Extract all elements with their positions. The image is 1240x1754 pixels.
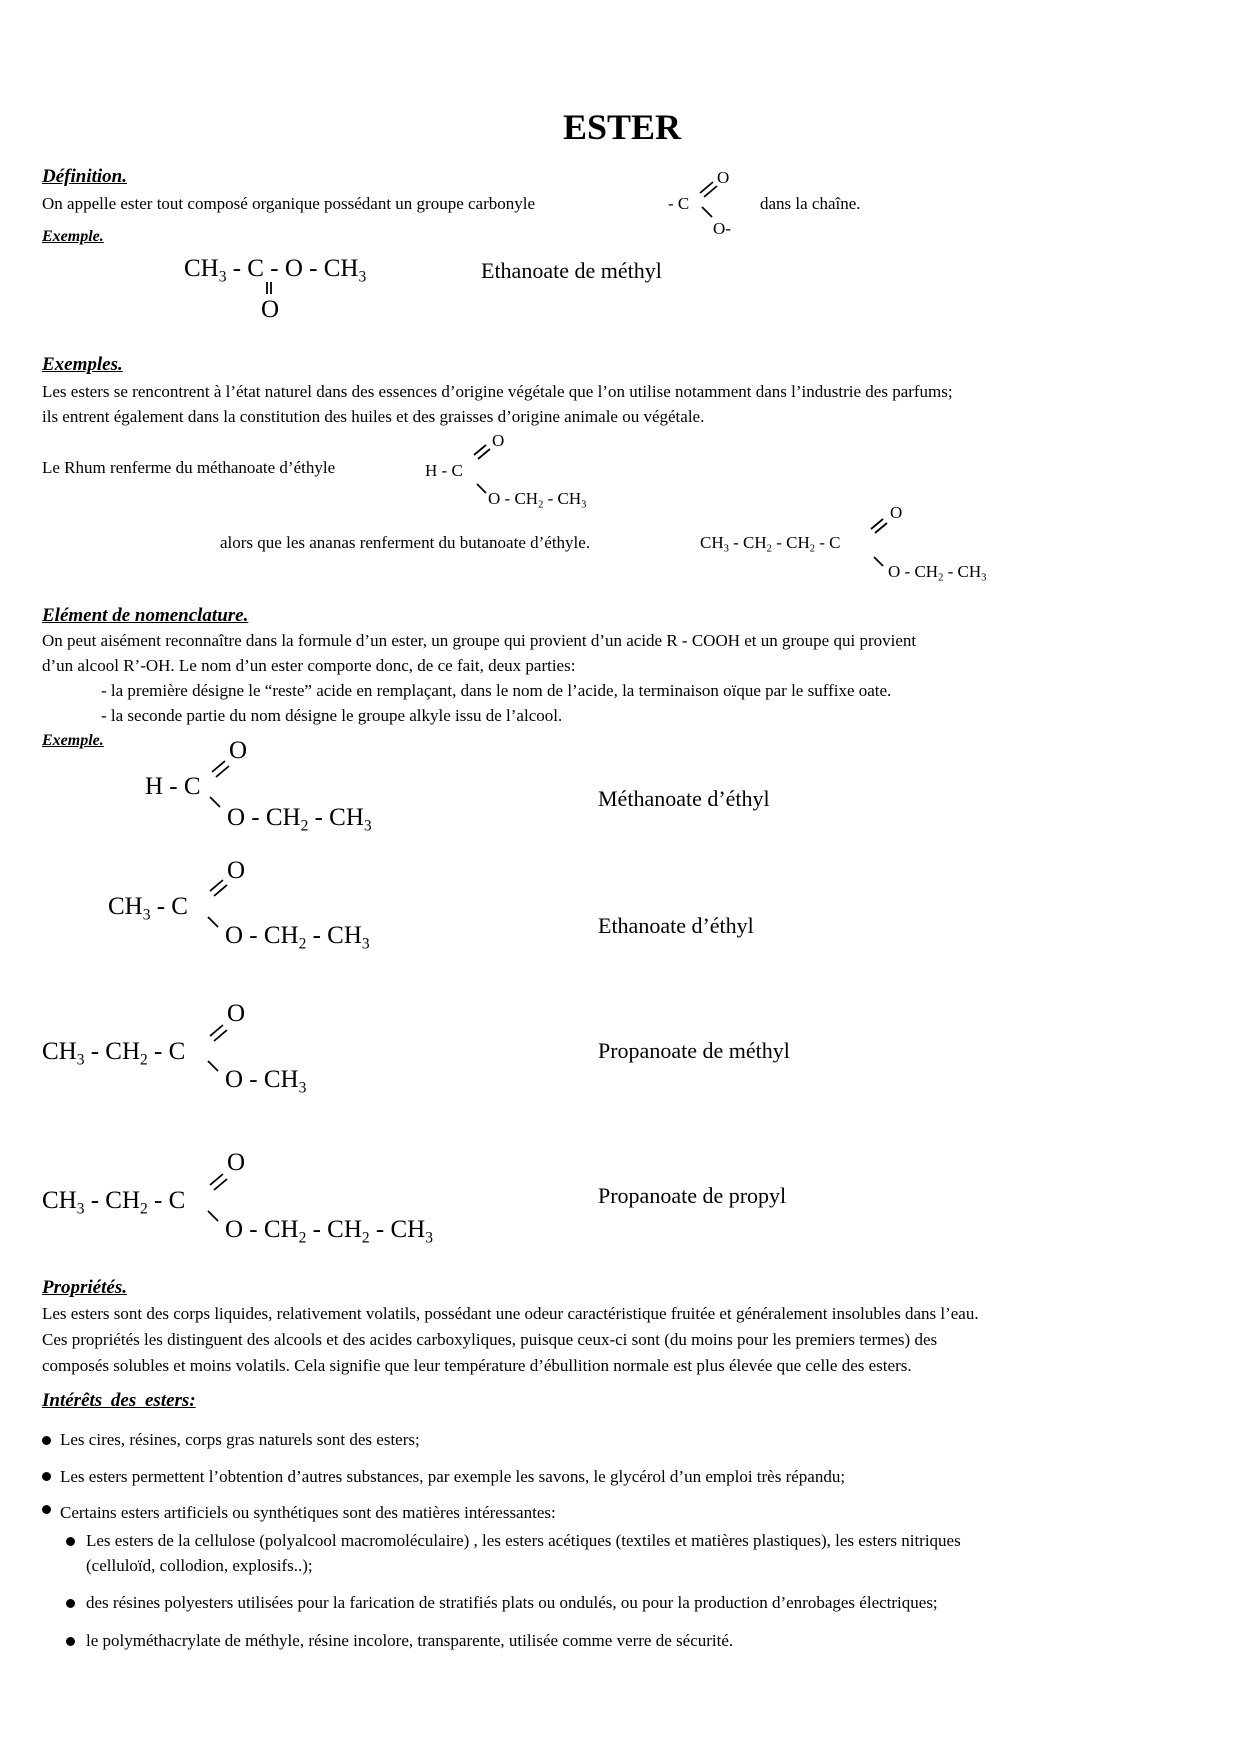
ananas-o: O bbox=[890, 503, 903, 522]
nomenclature-line4: - la seconde partie du nom désigne le groupe alkyle issu de l’alcool. bbox=[101, 706, 563, 725]
rhum-text: Le Rhum renferme du méthanoate d’éthyle bbox=[42, 458, 336, 477]
definition-heading: Définition. bbox=[42, 166, 127, 187]
definition-group-o-bottom: O- bbox=[713, 219, 731, 238]
page-title: ESTER bbox=[563, 107, 682, 147]
ester3-o-top: O bbox=[227, 1000, 246, 1027]
bullet-icon bbox=[66, 1637, 75, 1646]
interets-item-2: Les esters permettent l’obtention d’autres substances, par exemple les savons, le glycérol d’un emploi très répandu; bbox=[60, 1467, 846, 1486]
ester4-name: Propanoate de propyl bbox=[598, 1183, 787, 1208]
bullet-icon bbox=[42, 1505, 51, 1514]
bullet-icon bbox=[42, 1436, 51, 1445]
proprietes-line1: Les esters sont des corps liquides, relativement volatils, possédant une odeur caractéristique fruitée et généralement insolubles dans l’eau. bbox=[42, 1304, 979, 1323]
ester4-o-bottom: O - $CH_2 - CH_2 - CH_3$ bbox=[225, 1216, 433, 1247]
ester2-o-bottom: O - $CH_2 - CH_3$ bbox=[225, 922, 370, 953]
definition-group-o-top: O bbox=[717, 168, 730, 187]
example-formula-o: O bbox=[261, 296, 280, 323]
ester3-left: $CH_3 - CH_2$ - C bbox=[42, 1038, 186, 1069]
proprietes-line2: Ces propriétés les distinguent des alcools et des acides carboxyliques, puisque ceux-ci sont (du moins pour les premiers termes) des bbox=[42, 1330, 938, 1349]
bullet-icon bbox=[66, 1599, 75, 1608]
interets-subitem-1-line1: Les esters de la cellulose (polyalcool macromoléculaire) , les esters acétiques (textiles et matières plastiques), les esters nitriques bbox=[86, 1531, 961, 1550]
ester3-o-bottom: O - $CH_3$ bbox=[225, 1066, 307, 1097]
bullet-icon bbox=[66, 1537, 75, 1546]
interets-subitem-2: des résines polyesters utilisées pour la farication de stratifiés plats ou ondulés, ou pour la production d’enrobages électriques; bbox=[86, 1593, 938, 1612]
rhum-hc: H - C bbox=[425, 461, 463, 480]
definition-example-heading: Exemple. bbox=[42, 228, 104, 245]
ester1-o-bottom: O - $CH_2 - CH_3$ bbox=[227, 804, 372, 835]
exemples-line1: Les esters se rencontrent à l’état naturel dans des essences d’origine végétale que l’on utilise notamment dans l’industrie des parfums; bbox=[42, 382, 953, 401]
nomenclature-heading: Elément de nomenclature. bbox=[42, 605, 249, 626]
nomenclature-line2: d’un alcool R’-OH. Le nom d’un ester comporte donc, de ce fait, deux parties: bbox=[42, 656, 576, 675]
nomenclature-line3: - la première désigne le “reste” acide en remplaçant, dans le nom de l’acide, la terminaison oïque par le suffixe oate. bbox=[101, 681, 892, 700]
ester1-name: Méthanoate d’éthyl bbox=[598, 786, 770, 811]
interets-heading: Intérêts des esters: bbox=[42, 1390, 196, 1411]
ester2-left: $CH_3$ - C bbox=[108, 893, 188, 924]
definition-text-after: dans la chaîne. bbox=[760, 194, 861, 213]
interets-subitem-3: le polyméthacrylate de méthyle, résine incolore, transparente, utilisée comme verre de sécurité. bbox=[86, 1631, 734, 1650]
ester1-o-top: O bbox=[229, 737, 248, 764]
ester3-name: Propanoate de méthyl bbox=[598, 1038, 790, 1063]
interets-item-1: Les cires, résines, corps gras naturels sont des esters; bbox=[60, 1430, 420, 1449]
proprietes-line3: composés solubles et moins volatils. Cela signifie que leur température d’ébullition normale est plus élevée que celle des esters. bbox=[42, 1356, 912, 1375]
rhum-o: O bbox=[492, 431, 505, 450]
ester4-o-top: O bbox=[227, 1149, 246, 1176]
ester2-o-top: O bbox=[227, 857, 246, 884]
ananas-oet: O - $CH_2 - CH_3$ bbox=[888, 562, 987, 584]
exemples-heading: Exemples. bbox=[42, 354, 123, 375]
proprietes-heading: Propriétés. bbox=[42, 1277, 127, 1298]
example-formula: $CH_3$ - C - O - $CH_3$ bbox=[184, 255, 367, 286]
nomenclature-line1: On peut aisément reconnaître dans la formule d’un ester, un groupe qui provient d’un acide R - COOH et un groupe qui provient bbox=[42, 631, 917, 650]
definition-text: On appelle ester tout composé organique possédant un groupe carbonyle bbox=[42, 194, 536, 213]
ester1-left: H - C bbox=[145, 773, 201, 800]
nomenclature-example-heading: Exemple. bbox=[42, 732, 104, 749]
example-name: Ethanoate de méthyl bbox=[481, 258, 662, 283]
interets-item-3: Certains esters artificiels ou synthétiques sont des matières intéressantes: bbox=[60, 1503, 556, 1522]
exemples-line2: ils entrent également dans la constitution des huiles et des graisses d’origine animale ou végétale. bbox=[42, 407, 705, 426]
ananas-chain: $CH_3 - CH_2 - CH_2$ - C bbox=[700, 533, 841, 555]
interets-subitem-1-line2: (celluloïd, collodion, explosifs..); bbox=[86, 1556, 313, 1575]
ananas-text: alors que les ananas renferment du butanoate d’éthyle. bbox=[220, 533, 591, 552]
ester4-left: $CH_3 - CH_2$ - C bbox=[42, 1187, 186, 1218]
definition-group-c: - C bbox=[668, 194, 690, 213]
rhum-oet: O - $CH_2 - CH_3$ bbox=[488, 489, 587, 511]
ester2-name: Ethanoate d’éthyl bbox=[598, 913, 754, 938]
bullet-icon bbox=[42, 1472, 51, 1481]
